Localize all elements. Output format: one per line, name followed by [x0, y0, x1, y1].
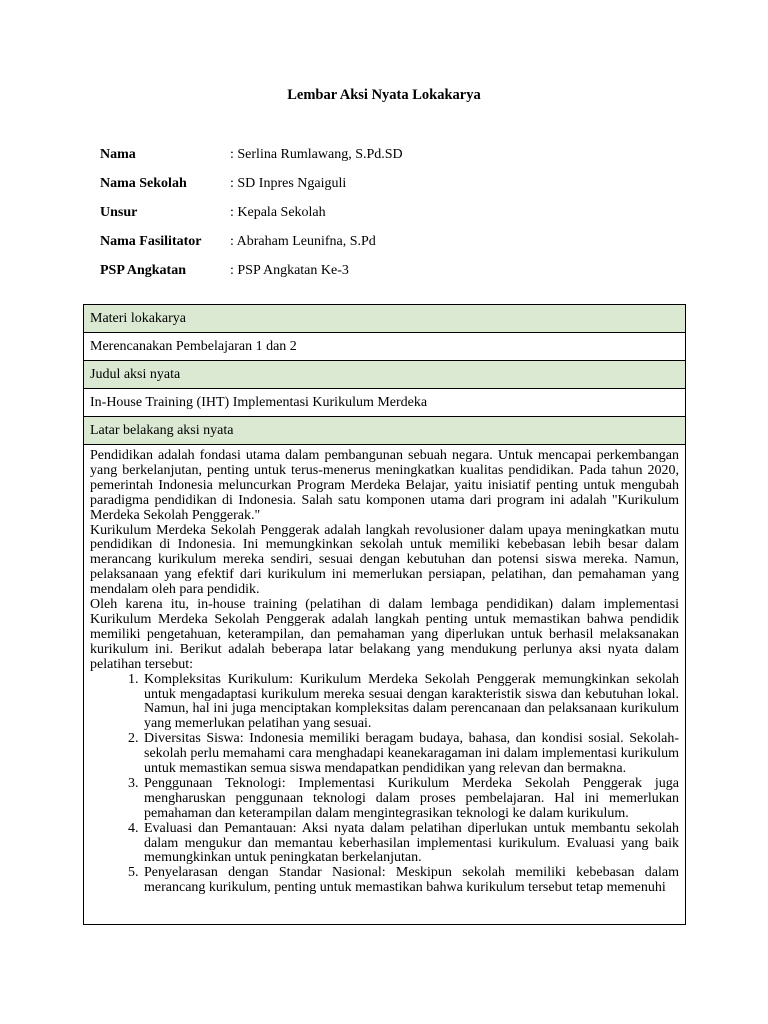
info-label: Unsur — [100, 205, 138, 220]
list-item: 4. Evaluasi dan Pemantauan: Aksi nyata dalam pelatihan diperlukan untuk membantu sekolah dalam mengukur dan memantau keberhasilan implementasi kurikulum. Evaluasi yang baik memungkinkan untuk peningkatan berkelanjutan. — [142, 822, 679, 867]
materi-value: Merencanakan Pembelajaran 1 dan 2 — [90, 338, 297, 354]
list-item: 3. Penggunaan Teknologi: Implementasi Kurikulum Merdeka Sekolah Penggerak juga mengharuskan penggunaan teknologi dalam proses pembelajaran. Hal ini memerlukan pemahaman dan keterampilan dalam mengintegrasikan teknologi ke dalam kurikulum. — [142, 777, 679, 822]
paragraph: Pendidikan adalah fondasi utama dalam pembangunan sebuah negara. Untuk mencapai perkembangan yang berkelanjutan, penting untuk terus-menerus meningkatkan kualitas pendidikan. Pada tahun 2020, pemerintah Indonesia meluncurkan Program Merdeka Belajar, yaitu inisiatif penting untuk mengubah paradigma pendidikan di Indonesia. Salah satu komponen utama dari program ini adalah "Kurikulum Merdeka Sekolah Penggerak." — [90, 448, 679, 523]
judul-value: In-House Training (IHT) Implementasi Kurikulum Merdeka — [90, 394, 428, 410]
info-row-fasilitator — [100, 234, 403, 263]
info-value: : Abraham Leunifna, S.Pd — [230, 234, 376, 249]
latar-header: Latar belakang aksi nyata — [90, 422, 234, 438]
info-value: : SD Inpres Ngaiguli — [230, 176, 347, 191]
background-list — [90, 673, 679, 897]
latar-header-cell — [84, 417, 685, 445]
judul-header-cell — [84, 361, 685, 389]
list-item: 2. Diversitas Siswa: Indonesia memiliki beragam budaya, bahasa, dan kondisi sosial. Sekolah-sekolah perlu memahami cara menghadapi keanekaragaman ini dalam implementasi kurikulum untuk memastikan semua siswa mendapatkan pendidikan yang relevan dan bermakna. — [142, 732, 679, 777]
document-title: Lembar Aksi Nyata Lokakarya — [287, 87, 481, 103]
action-table — [83, 304, 686, 925]
judul-header: Judul aksi nyata — [90, 366, 181, 382]
latar-content — [84, 445, 685, 924]
info-row-psp-angkatan — [100, 263, 403, 292]
list-item: 1. Kompleksitas Kurikulum: Kurikulum Merdeka Sekolah Penggerak memungkinkan sekolah untuk mengadaptasi kurikulum mereka sesuai dengan karakteristik siswa dan kebutuhan lokal. Namun, hal ini juga menciptakan kompleksitas dalam perencanaan dan pelaksanaan kurikulum yang memerlukan pelatihan yang sesuai. — [142, 673, 679, 733]
materi-header: Materi lokakarya — [90, 310, 187, 326]
info-label: Nama Sekolah — [100, 176, 187, 191]
list-item: 5. Penyelarasan dengan Standar Nasional: Meskipun sekolah memiliki kebebasan dalam merancang kurikulum, penting untuk memastikan bahwa kurikulum tersebut tetap memenuhi — [142, 866, 679, 896]
info-value: : PSP Angkatan Ke-3 — [230, 263, 349, 278]
info-row-unsur — [100, 205, 403, 234]
info-row-nama — [100, 147, 403, 176]
info-label: Nama — [100, 147, 136, 162]
materi-header-cell — [84, 305, 685, 333]
info-label: PSP Angkatan — [100, 263, 186, 278]
info-value: : Serlina Rumlawang, S.Pd.SD — [230, 147, 403, 162]
paragraph: Oleh karena itu, in-house training (pelatihan di dalam lembaga pendidikan) dalam implementasi Kurikulum Merdeka Sekolah Penggerak adalah langkah penting untuk memastikan bahwa pendidik memiliki pengetahuan, keterampilan, dan pemahaman yang diperlukan untuk berhasil melaksanakan kurikulum ini. Berikut adalah beberapa latar belakang yang mendukung perlunya aksi nyata dalam pelatihan tersebut: — [90, 597, 679, 672]
info-label: Nama Fasilitator — [100, 234, 202, 249]
paragraph: Kurikulum Merdeka Sekolah Penggerak adalah langkah revolusioner dalam upaya meningkatkan mutu pendidikan di Indonesia. Ini memungkinkan sekolah untuk memiliki kebebasan lebih besar dalam merancang kurikulum mereka sendiri, sesuai dengan kebutuhan dan potensi siswa mereka. Namun, pelaksanaan yang efektif dari kurikulum ini memerlukan persiapan, pelatihan, dan pemahaman yang mendalam oleh para pendidik. — [90, 522, 679, 598]
info-value: : Kepala Sekolah — [230, 205, 326, 220]
info-block — [100, 147, 403, 292]
materi-value-cell — [84, 333, 685, 361]
judul-value-cell — [84, 389, 685, 417]
info-row-nama-sekolah — [100, 176, 403, 205]
